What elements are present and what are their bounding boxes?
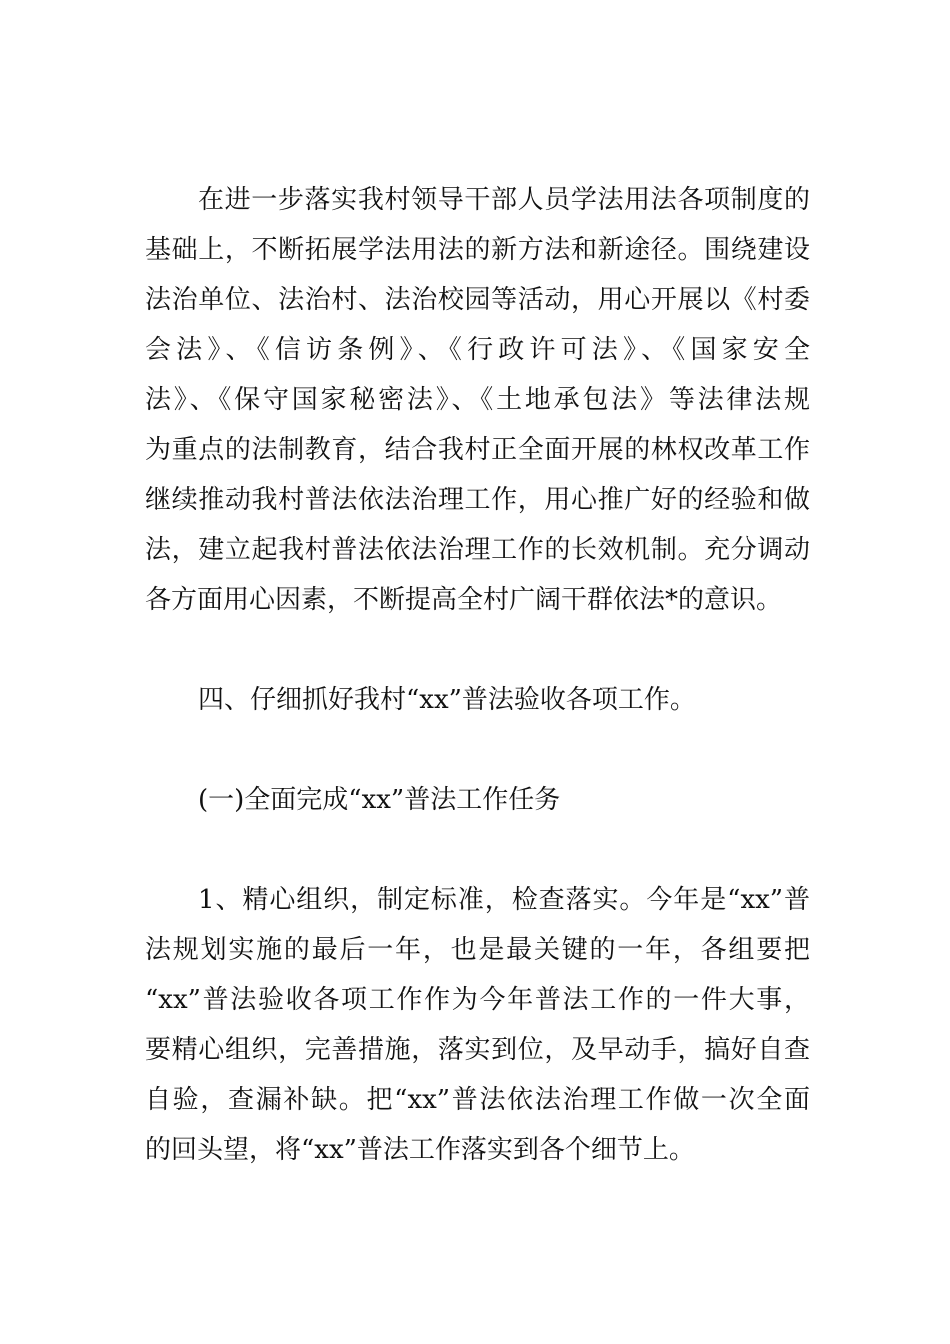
paragraph-2-line-4: 要精心组织，完善措施，落实到位，及早动手，搞好自查 [145,1035,810,1065]
paragraph-1-line-5: 法》、《保守国家秘密法》、《土地承包法》等法律法规 [145,385,810,415]
paragraph-2-line-5: 自验，查漏补缺。把“xx”普法依法治理工作做一次全面 [145,1085,810,1115]
section-heading-4: 四、仔细抓好我村“xx”普法验收各项工作。 [198,685,696,715]
paragraph-1-line-3: 法治单位、法治村、法治校园等活动，用心开展以《村委 [145,285,810,315]
paragraph-2-line-2: 法规划实施的最后一年，也是最关键的一年，各组要把 [145,935,810,965]
paragraph-1-line-1: 在进一步落实我村领导干部人员学法用法各项制度的 [198,185,810,215]
paragraph-1-line-9: 各方面用心因素，不断提高全村广阔干群依法*的意识。 [145,585,783,615]
paragraph-2-line-3: “xx”普法验收各项工作作为今年普法工作的一件大事， [145,985,810,1015]
subsection-heading-1: (一)全面完成“xx”普法工作任务 [198,785,561,815]
paragraph-1-line-7: 继续推动我村普法依法治理工作，用心推广好的经验和做 [145,485,810,515]
paragraph-1-line-4: 会法》、《信访条例》、《行政许可法》、《国家安全 [145,335,810,365]
paragraph-2-line-1: 1、精心组织，制定标准，检查落实。今年是“xx”普 [198,885,810,915]
paragraph-1-line-2: 基础上，不断拓展学法用法的新方法和新途径。围绕建设 [145,235,810,265]
paragraph-1-line-6: 为重点的法制教育，结合我村正全面开展的林权改革工作 [145,435,810,465]
paragraph-2-line-6: 的回头望，将“xx”普法工作落实到各个细节上。 [145,1135,695,1165]
paragraph-1-line-8: 法，建立起我村普法依法治理工作的长效机制。充分调动 [145,535,810,565]
